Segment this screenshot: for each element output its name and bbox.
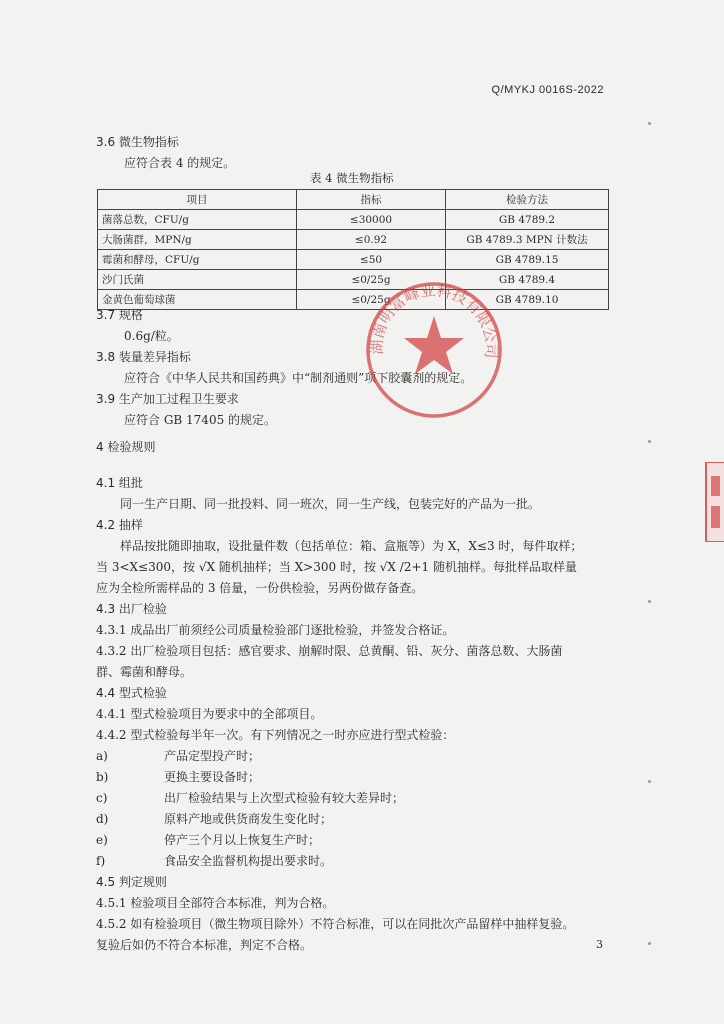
section-text: 群、霉菌和酵母。 (96, 665, 193, 679)
scan-speck (648, 600, 651, 603)
section-text: 同一生产日期、同一批投料、同一班次，同一生产线，包装完好的产品为一批。 (120, 497, 541, 511)
list-value: 出厂检验结果与上次型式检验有较大差异时； (164, 791, 405, 805)
table-header-row (98, 190, 609, 210)
cell-method: GB 4789.2 (446, 210, 609, 230)
section-text: 复验后如仍不符合本标准，判定不合格。 (96, 938, 313, 952)
section-heading: 4.4 型式检验 (96, 686, 167, 700)
microbial-table (97, 189, 609, 310)
section-heading: 3.6 微生物指标 (96, 135, 179, 149)
scan-speck (648, 440, 651, 443)
list-item (96, 851, 616, 872)
table-caption: 表 4 微生物指标 (310, 171, 394, 185)
list-item (96, 788, 616, 809)
cell-limit: ≤0/25g (297, 270, 446, 290)
section-heading: 3.9 生产加工过程卫生要求 (96, 392, 239, 406)
section-text: 4.4.2 型式检验每半年一次。有下列情况之一时亦应进行型式检验： (96, 728, 455, 742)
seal-text: 湖南明富峰业科技有限公司 (367, 281, 501, 359)
list-value: 停产三个月以上恢复生产时； (164, 833, 321, 847)
cell-method: GB 4789.10 (446, 290, 609, 310)
list-key: f) (96, 854, 106, 868)
col-header-item: 项目 (98, 190, 297, 210)
cell-method: GB 4789.15 (446, 250, 609, 270)
cell-item: 霉菌和酵母，CFU/g (98, 250, 297, 270)
seam-stamp-icon (700, 462, 724, 542)
list-value: 原料产地或供货商发生变化时； (164, 812, 333, 826)
list-key: d) (96, 812, 109, 826)
section-4-1-to-4-5 (96, 473, 616, 956)
cell-method: GB 4789.4 (446, 270, 609, 290)
section-3-7-to-3-9 (96, 305, 616, 431)
section-heading: 4.3 出厂检验 (96, 602, 167, 616)
cell-limit: ≤30000 (297, 210, 446, 230)
cell-limit: ≤0/25g (297, 290, 446, 310)
section-heading: 3.8 装量差异指标 (96, 350, 191, 364)
table-row (98, 270, 609, 290)
section-text: 4.3.1 成品出厂前须经公司质量检验部门逐批检验，并签发合格证。 (96, 623, 455, 637)
section-heading: 4.5 判定规则 (96, 875, 167, 889)
section-text: 应符合表 4 的规定。 (124, 156, 236, 170)
list-item (96, 767, 616, 788)
section-text: 应符合 GB 17405 的规定。 (124, 413, 277, 427)
cell-item: 金黄色葡萄球菌 (98, 290, 297, 310)
cell-limit: ≤0.92 (297, 230, 446, 250)
list-value: 更换主要设备时； (164, 770, 261, 784)
scan-speck (648, 122, 651, 125)
page-number: 3 (596, 938, 603, 951)
section-text: 4.5.1 检验项目全部符合本标准，判为合格。 (96, 896, 335, 910)
section-text: 4.4.1 型式检验项目为要求中的全部项目。 (96, 707, 323, 721)
section-text: 4.5.2 如有检验项目（微生物项目除外）不符合标准，可以在同批次产品留样中抽样复验。 (96, 917, 575, 931)
table-row (98, 210, 609, 230)
section-heading: 4.1 组批 (96, 476, 143, 490)
star-icon (404, 316, 464, 374)
document-number: Q/MYKJ 0016S-2022 (491, 84, 604, 96)
company-seal (362, 278, 506, 422)
section-heading: 4.2 抽样 (96, 518, 143, 532)
cell-item: 大肠菌群，MPN/g (98, 230, 297, 250)
list-item (96, 830, 616, 851)
list-key: a) (96, 749, 108, 763)
scan-speck (648, 942, 651, 945)
section-text: 应为全检所需样品的 3 倍量，一份供检验，另两份做存备查。 (96, 581, 424, 595)
table-row (98, 230, 609, 250)
cell-item: 沙门氏菌 (98, 270, 297, 290)
table-row (98, 250, 609, 270)
list-item (96, 746, 616, 767)
section-text: 样品按批随即抽取，设批量件数（包括单位：箱、盒瓶等）为 X，X≤3 时，每件取样； (120, 539, 583, 553)
section-text: 应符合《中华人民共和国药典》中“制剂通则”项下胶囊剂的规定。 (124, 371, 473, 385)
col-header-method: 检验方法 (446, 190, 609, 210)
list-value: 食品安全监督机构提出要求时。 (164, 854, 333, 868)
col-header-limit: 指标 (297, 190, 446, 210)
section-text: 0.6g/粒。 (124, 329, 179, 343)
list-key: e) (96, 833, 108, 847)
scan-speck (648, 780, 651, 783)
section-heading: 3.7 规格 (96, 308, 143, 322)
section-text: 当 3<X≤300，按 √X 随机抽样；当 X>300 时，按 √X /2+1 随机抽样。每批样品取样量 (96, 560, 577, 574)
list-item (96, 809, 616, 830)
cell-method: GB 4789.3 MPN 计数法 (446, 230, 609, 250)
list-key: b) (96, 770, 109, 784)
section-4 (96, 437, 616, 458)
list-key: c) (96, 791, 108, 805)
section-text: 4.3.2 出厂检验项目包括：感官要求、崩解时限、总黄酮、铅、灰分、菌落总数、大肠菌 (96, 644, 563, 658)
cell-limit: ≤50 (297, 250, 446, 270)
section-3-6 (96, 132, 616, 174)
cell-item: 菌落总数，CFU/g (98, 210, 297, 230)
list-value: 产品定型投产时； (164, 749, 261, 763)
chapter-heading: 4 检验规则 (96, 440, 156, 454)
